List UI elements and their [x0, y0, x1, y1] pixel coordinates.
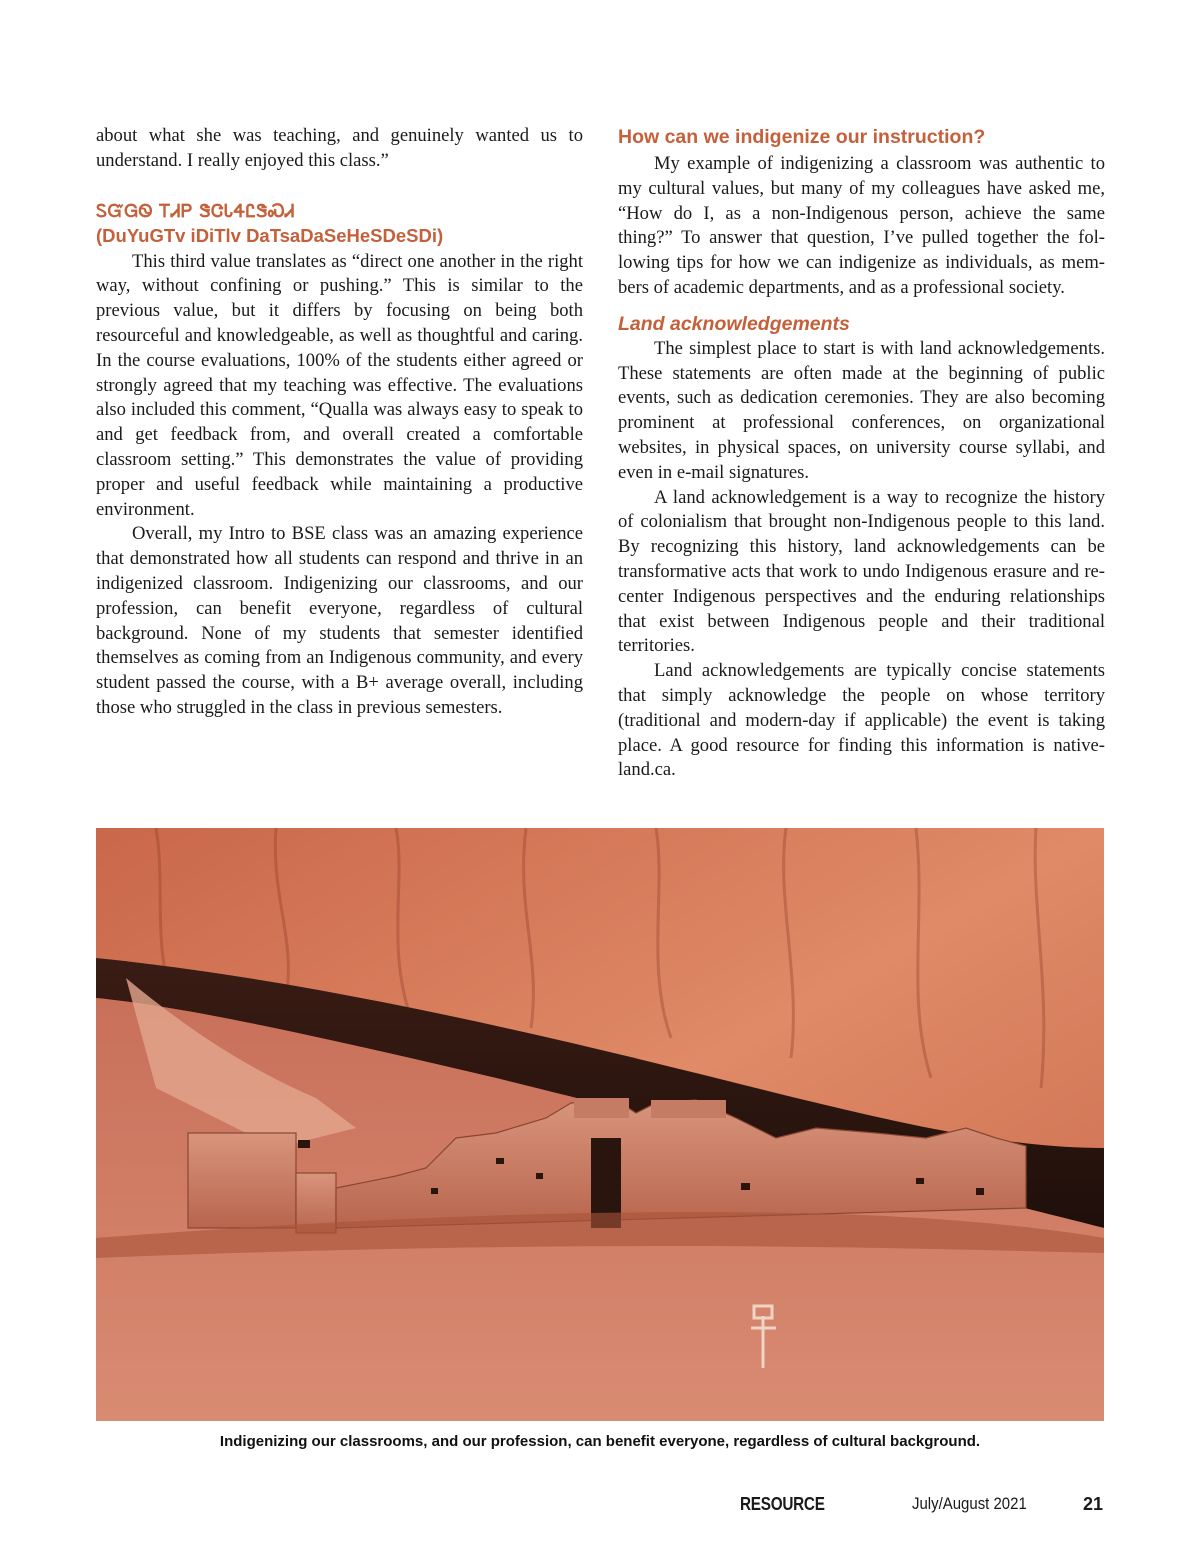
paragraph-overall: Overall, my Intro to BSE class was an amazing experience that demonstrated how all students can respond and thrive in an indigenized classroom. Indigenizing our classrooms, and our profession, can benefit everyone, regardless of cultural background. None of my students that semester identified themselves as coming from an Indigenous community, and every student passed the course, with a B+ average overall, including those who struggled in the class in previous semesters. — [96, 523, 583, 718]
publication-name: RESOURCE — [740, 1494, 825, 1514]
paragraph-concise: Land acknowledgements are typically concise statements that simply acknowledge the people on whose territory (traditional and modern-day if applicable) the event is taking place. A good resource for finding this information is native-land.ca. — [618, 660, 1105, 781]
paragraph-third-value: This third value translates as “direct one another in the right way, without confining or pushing.” This is similar to the previous value, but it differs by focusing on being both resourceful and knowledgeable, as well as thoughtful and caring. In the course evaluations, 100% of the students either agreed or strongly agreed that my teaching was effective. The evaluations also included this comment, “Qualla was always easy to speak to and get feedback from, and overall created a comfortable classroom setting.” This demonstrates the value of providing proper and useful feedback while maintaining a productive environment. — [96, 250, 583, 520]
paragraph-definition: A land acknowledgement is a way to recognize the history of colonialism that brought non-Indigenous people to this land. By recognizing this history, land acknowledgements can be transformative acts that work to undo Indigenous erasure and re-center Indigenous perspectives and the enduring relationships that exist between Indigenous people and their traditional territories. — [618, 486, 1105, 657]
section-heading-cherokee: ᏚᏳᏀᏫ ᎢᏗᏢ ᏕᏣᏓᏎᏝᏕᏍᏗ — [96, 200, 296, 222]
paragraph-simplest: The simplest place to start is with land acknowledgements. These statements are often made at the beginning of public events, such as dedication ceremonies. They are also becoming prominent at professional conferences, on organizational websites, in physical spaces, on university course syllabi, and even in e-mail signatures. — [618, 337, 1105, 483]
section-heading-transliteration: (DuYuGTv iDiTlv DaTsaDaSeHeSDeSDi) — [96, 224, 444, 246]
section-heading-land: Land acknowledgements — [618, 312, 850, 335]
paragraph-intro: about what she was teaching, and genuinely wanted us to understand. I really enjoyed this class.” — [96, 125, 583, 171]
photo-caption: Indigenizing our classrooms, and our profession, can benefit everyone, regardless of cultural background. — [219, 1433, 981, 1450]
section-heading-indigenize: How can we indigenize our instruction? — [618, 126, 986, 148]
left-column — [96, 124, 583, 721]
paragraph-example: My example of indigenizing a classroom was authentic to my cultural values, but many of my colleagues have asked me, “How do I, as a non-Indigenous person, achieve the same thing?” To answer that question, I’ve pulled together the following tips for how we can indigenize as individuals, as members of academic departments, and as a professional society. — [618, 153, 1105, 298]
page-number: 21 — [1083, 1494, 1104, 1514]
cliff-dwelling-photo — [96, 828, 1104, 1421]
right-column — [618, 124, 1105, 783]
issue-date: July/August 2021 — [912, 1494, 1027, 1513]
page-footer — [0, 1494, 1200, 1524]
